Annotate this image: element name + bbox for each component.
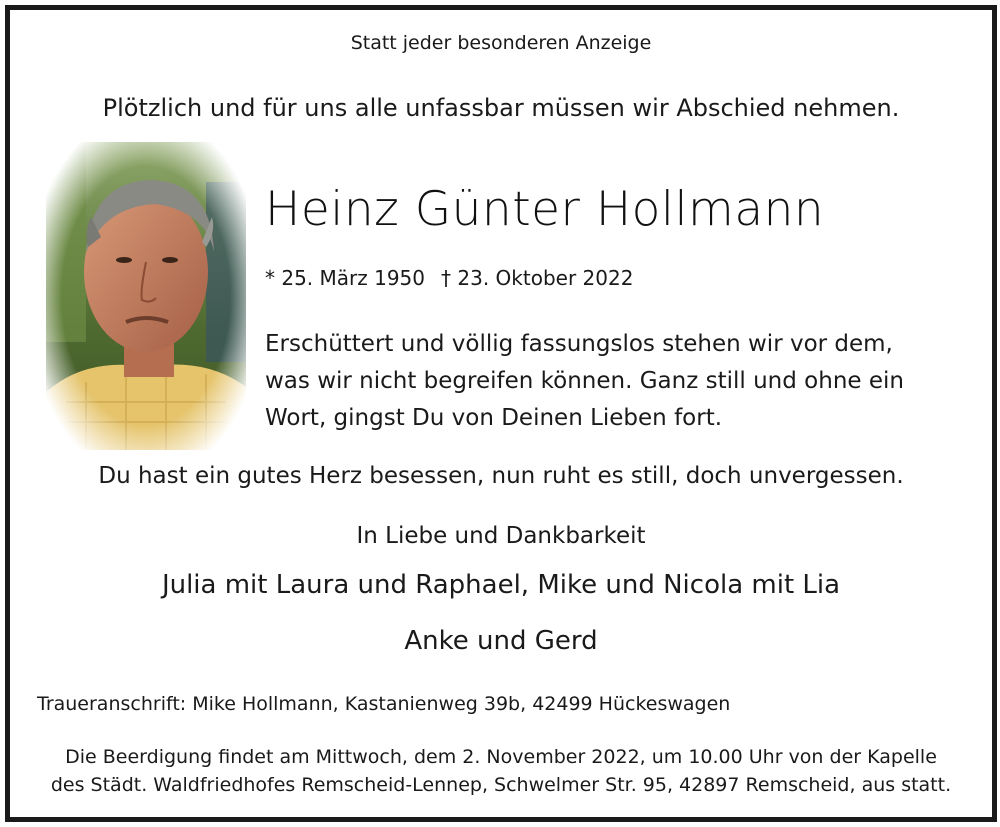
love-line: In Liebe und Dankbarkeit [356,523,646,549]
obituary-frame [5,5,997,822]
poem-line: Wort, gingst Du von Deinen Lieben fort. [265,405,723,431]
intro-line: Plötzlich und für uns alle unfassbar müssen wir Abschied nehmen. [102,94,900,122]
header-note: Statt jeder besonderen Anzeige [350,32,652,54]
death-date: † 23. Oktober 2022 [441,266,634,290]
funeral-info [30,743,972,799]
funeral-line: Die Beerdigung findet am Mittwoch, dem 2. November 2022, um 10.00 Uhr von der Kapelle [65,746,937,768]
family-line: Julia mit Laura und Raphael, Mike und Nicola mit Lia [161,570,841,600]
birth-date: * 25. März 1950 [265,266,426,290]
heart-line: Du hast ein gutes Herz besessen, nun ruht es still, doch unvergessen. [98,463,904,489]
life-dates [265,266,633,290]
poem [265,326,965,437]
poem-line: Erschüttert und völlig fassungslos stehen wir vor dem, [265,331,893,357]
mourning-address: Traueranschrift: Mike Hollmann, Kastanienweg 39b, 42499 Hückeswagen [37,693,731,715]
deceased-name: Heinz Günter Hollmann [265,182,825,237]
funeral-line: des Städt. Waldfriedhofes Remscheid-Lennep, Schwelmer Str. 95, 42897 Remscheid, aus statt. [50,774,952,796]
family-line: Anke und Gerd [404,626,598,656]
poem-line: was wir nicht begreifen können. Ganz still und ohne ein [265,368,904,394]
portrait-photo [46,142,246,450]
